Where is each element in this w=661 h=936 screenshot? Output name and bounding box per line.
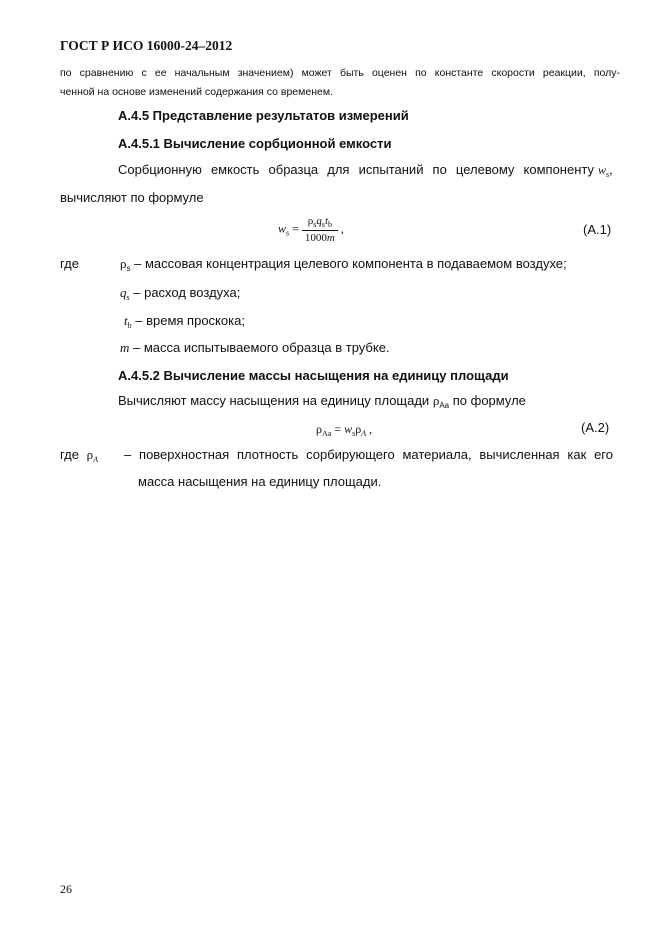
formula-a1: $w_s$ = $\frac{\rho_sq_st_b}{1000m}$ , [278, 215, 344, 244]
page-number: 26 [60, 882, 72, 896]
section-heading-a451: А.4.5.1 Вычисление сорбционной емкости [118, 136, 392, 151]
paragraph-capacity-line-2: вычисляют по формуле [60, 190, 204, 205]
intro-line-2: ченной на основе изменений содержания со временем. [60, 86, 333, 98]
where-item-t-b: $t_b$ – время проскока; [124, 313, 245, 330]
formula-a1-number: (А.1) [583, 222, 612, 237]
section-heading-a452: А.4.5.2 Вычисление массы насыщения на единицу площади [118, 368, 509, 383]
where-item-rho-a-line-2: масса насыщения на единицу площади. [138, 474, 382, 489]
paragraph-saturation: Вычисляют массу насыщения на единицу площади $\rho_{Aa}$ по формуле [118, 393, 526, 410]
formula-a1-fraction: $\frac{\rho_sq_st_b}{1000m}$ [302, 215, 338, 244]
where-label-2: где $\rho_A$ [60, 447, 98, 464]
formula-a2: $\rho_{Aa} = w_s\rho_A$ , [316, 422, 373, 438]
intro-line-1: по сравнению с ее начальным значением) может быть оценен по константе скорости реакции, полу- [60, 67, 620, 79]
document-header: ГОСТ Р ИСО 16000-24–2012 [60, 38, 233, 53]
section-heading-a45: А.4.5 Представление результатов измерений [118, 108, 409, 123]
where-item-q-s: $q_s$ – расход воздуха; [120, 285, 241, 302]
paragraph-capacity-line-1: Сорбционную емкость образца для испытаний по целевому компоненту [118, 162, 594, 177]
formula-a2-number: (А.2) [581, 420, 610, 435]
where-item-rho-a-line-1: – поверхностная плотность сорбирующего материала, вычисленная как его [124, 447, 613, 462]
where-label-1: где [60, 256, 79, 271]
where-item-rho-s: $\rho_s$ – массовая концентрация целевого компонента в подаваемом воздухе; [120, 256, 567, 273]
where-item-m: m – масса испытываемого образца в трубке. [120, 340, 390, 355]
symbol-ws: $w_s$, [598, 162, 613, 179]
